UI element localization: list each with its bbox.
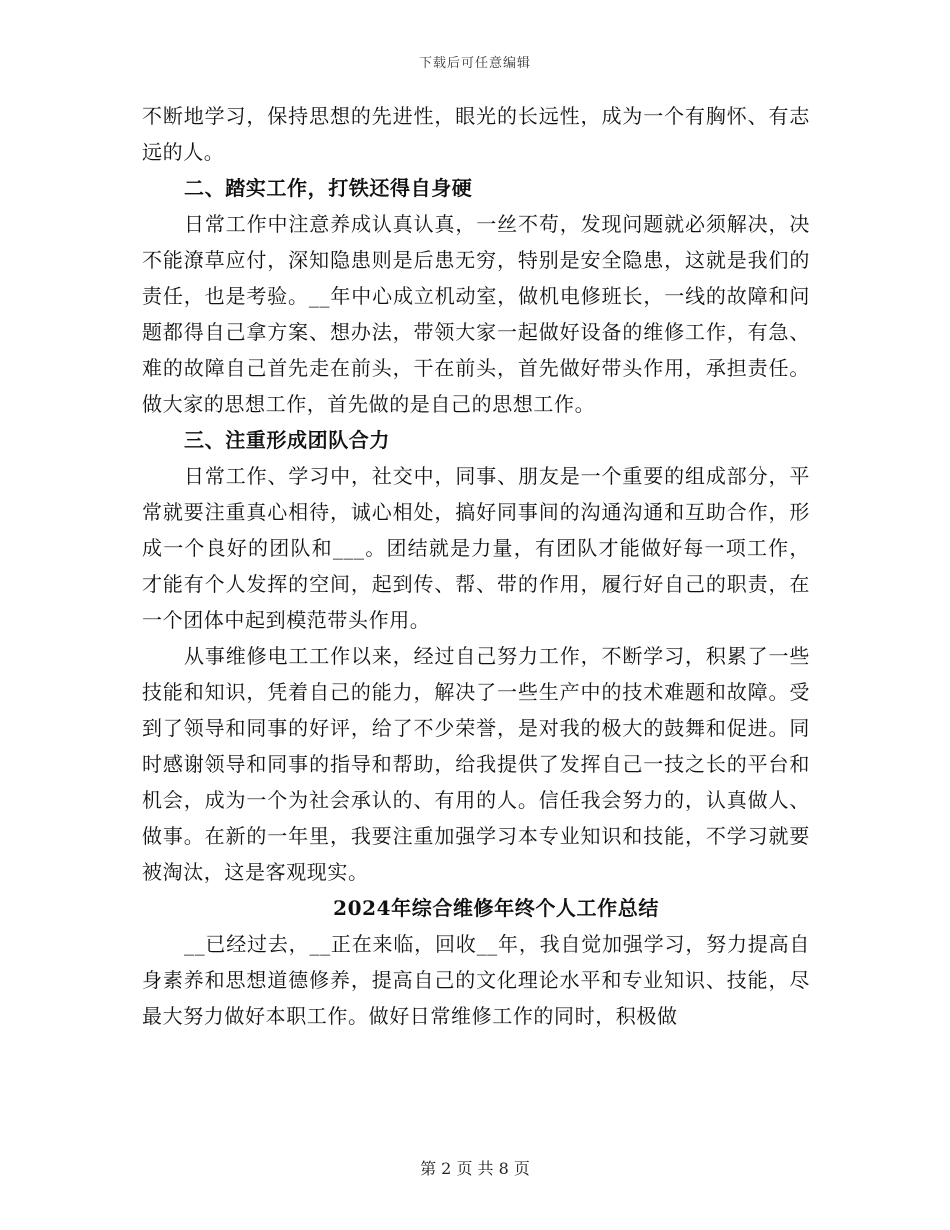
- paragraph-summary: 从事维修电工工作以来，经过自己努力工作，不断学习，积累了一些技能和知识，凭着自己的能力，解决了一些生产中的技术难题和故障。受到了领导和同事的好评，给了不少荣誉，是对我的极大的鼓舞和促进。同时感谢领导和同事的指导和帮助，给我提供了发挥自己一技之长的平台和机会，成为一个为社会承认的、有用的人。信任我会努力的，认真做人、做事。在新的一年里，我要注重加强学习本专业知识和技能，不学习就要被淘汰，这是客观现实。: [142, 644, 810, 884]
- document-title: 2024年综合维修年终个人工作总结: [333, 896, 659, 920]
- paragraph-team: 日常工作、学习中，社交中，同事、朋友是一个重要的组成部分，平常就要注重真心相待，诚心相处，搞好同事间的沟通沟通和互助合作，形成一个良好的团队和___。团结就是力量，有团队才能做好每一项工作，才能有个人发挥的空间，起到传、帮、带的作用，履行好自己的职责，在一个团体中起到模范带头作用。: [142, 464, 810, 632]
- section-heading-3: 三、注重形成团队合力: [184, 428, 390, 452]
- paragraph-work: 日常工作中注意养成认真认真，一丝不苟，发现问题就必须解决，决不能潦草应付，深知隐患则是后患无穷，特别是安全隐患，这就是我们的责任，也是考验。__年中心成立机动室，做机电修班长，一线的故障和问题都得自己拿方案、想办法，带领大家一起做好设备的维修工作，有急、难的故障自己首先走在前头，干在前头，首先做好带头作用，承担责任。做大家的思想工作，首先做的是自己的思想工作。: [142, 212, 810, 416]
- document-body: [142, 98, 810, 1034]
- page-header: 下载后可任意编辑: [418, 56, 531, 71]
- paragraph-continuation: 不断地学习，保持思想的先进性，眼光的长远性，成为一个有胸怀、有志远的人。: [142, 104, 810, 164]
- page-number: 第 2 页 共 8 页: [420, 1159, 530, 1178]
- section-heading-2: 二、踏实工作，打铁还得自身硬: [184, 176, 473, 200]
- paragraph-intro: __已经过去，__正在来临，回收__年，我自觉加强学习，努力提高自身素养和思想道德修养，提高自己的文化理论水平和专业知识、技能，尽最大努力做好本职工作。做好日常维修工作的同时，积极做: [142, 932, 810, 1028]
